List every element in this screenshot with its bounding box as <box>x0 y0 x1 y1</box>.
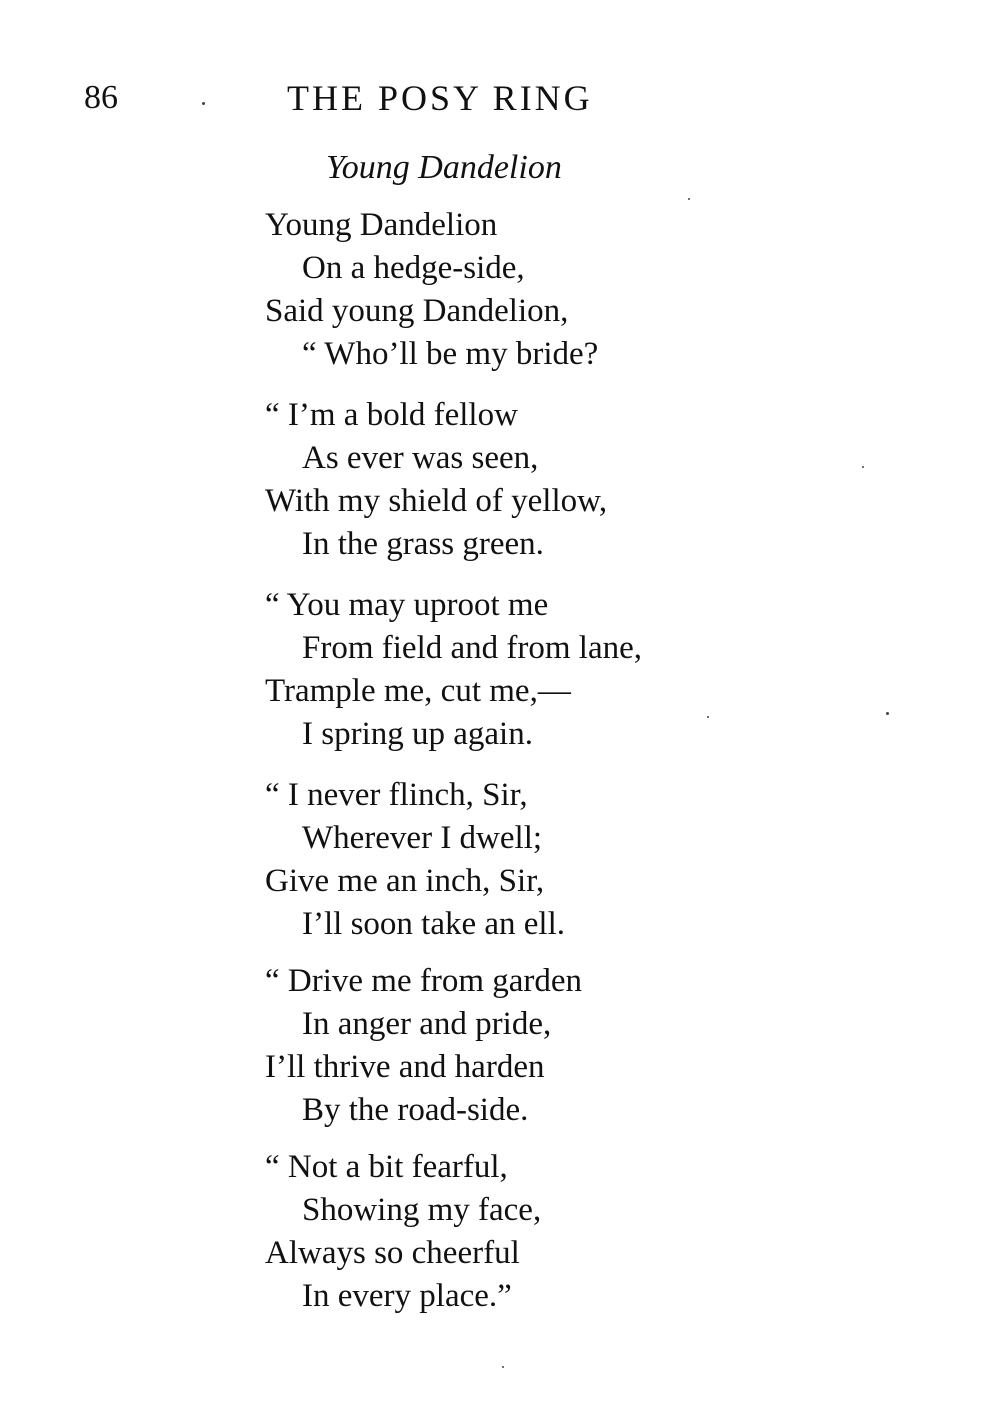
verse-line: Said young Dandelion, <box>265 293 569 329</box>
verse-line: In every place.” <box>302 1278 512 1314</box>
poem-title: Young Dandelion <box>326 149 562 186</box>
verse-line: “ You may uproot me <box>265 587 549 623</box>
verse-line: “ Drive me from garden <box>265 963 583 999</box>
verse-line: On a hedge-side, <box>302 250 525 286</box>
verse-line: Trample me, cut me,— <box>265 673 571 709</box>
print-speck <box>502 1366 504 1368</box>
verse-line: By the road-side. <box>302 1092 529 1128</box>
verse-line: “ Not a bit fearful, <box>265 1149 508 1185</box>
verse-line: In the grass green. <box>302 526 544 562</box>
stanza-3 <box>265 584 825 756</box>
stanza-2 <box>265 394 825 566</box>
verse-line: Young Dandelion <box>265 207 498 243</box>
verse-line: “ I’m a bold fellow <box>265 397 518 433</box>
verse-line: “ Who’ll be my bride? <box>302 336 599 372</box>
verse-line: I’ll soon take an ell. <box>302 906 566 942</box>
print-speck <box>688 198 690 200</box>
verse-line: “ I never flinch, Sir, <box>265 777 528 813</box>
print-speck <box>886 712 889 715</box>
verse-line: In anger and pride, <box>302 1006 552 1042</box>
verse-line: Wherever I dwell; <box>302 820 543 856</box>
verse-line: From field and from lane, <box>302 630 642 666</box>
verse-line: Always so cheerful <box>265 1235 520 1271</box>
verse-line: As ever was seen, <box>302 440 539 476</box>
verse-line: I spring up again. <box>302 716 533 752</box>
verse-line: Give me an inch, Sir, <box>265 863 545 899</box>
stanza-1 <box>265 204 825 376</box>
stanza-5 <box>265 960 825 1132</box>
print-speck <box>862 466 864 468</box>
running-title: THE POSY RING <box>287 78 593 118</box>
verse-line: With my shield of yellow, <box>265 483 608 519</box>
verse-line: Showing my face, <box>302 1192 542 1228</box>
stanza-6 <box>265 1146 825 1318</box>
verse-line: I’ll thrive and harden <box>265 1049 545 1085</box>
page-number: 86 <box>84 79 118 116</box>
print-speck <box>202 102 205 105</box>
stanza-4 <box>265 774 825 946</box>
